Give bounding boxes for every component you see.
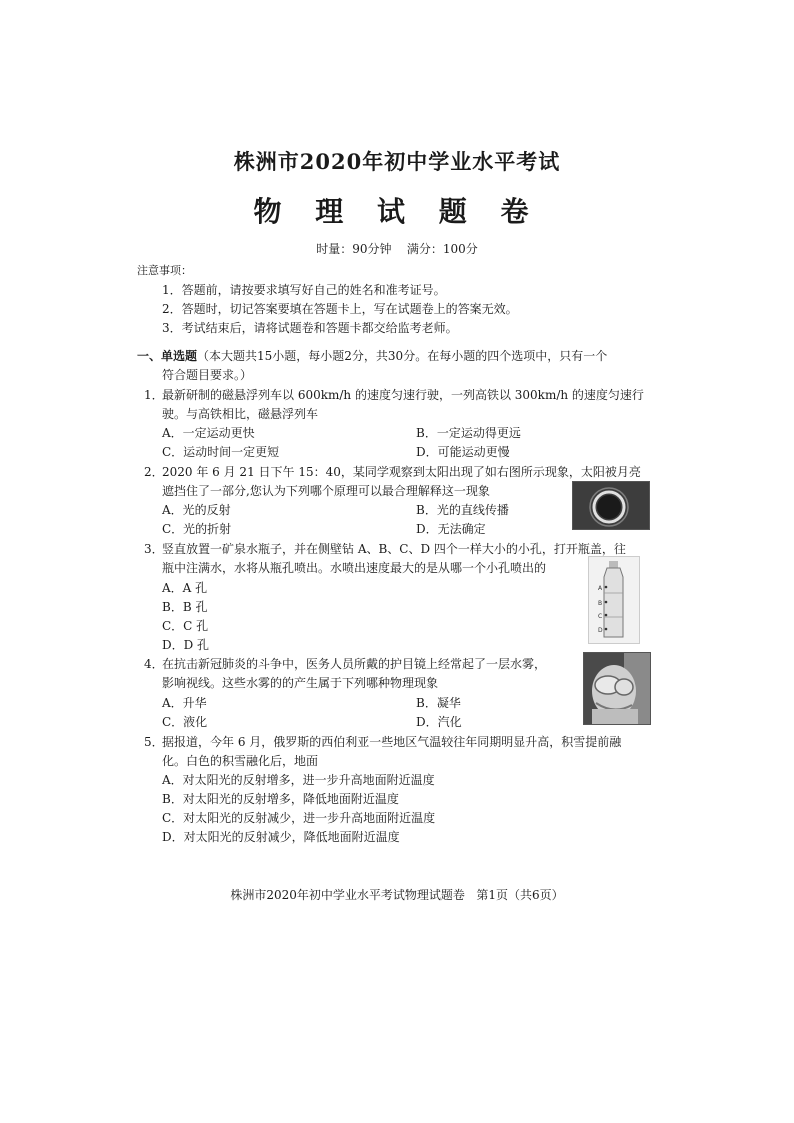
note-item-1: 1．答题前，请按要求填写好自己的姓名和准考证号。 bbox=[162, 283, 446, 297]
question-5-option-c: C．对太阳光的反射减少，进一步升高地面附近温度 bbox=[162, 811, 436, 825]
bottle-label-c: C bbox=[598, 613, 603, 620]
question-2-option-b: B．光的直线传播 bbox=[416, 503, 509, 517]
footer-title: 株洲市2020年初中学业水平考试物理试题卷 bbox=[230, 888, 465, 902]
full-score: 满分：100分 bbox=[406, 242, 478, 256]
footer-page-number: 第1页（共6页） bbox=[476, 888, 564, 902]
question-4-line-1: 在抗击新冠肺炎的斗争中，医务人员所戴的护目镜上经常起了一层水雾， bbox=[162, 657, 547, 671]
bottle-label-b: B bbox=[598, 600, 603, 607]
question-1-option-a: A．一定运动更快 bbox=[162, 426, 255, 440]
question-1-option-d: D．可能运动更慢 bbox=[416, 445, 510, 459]
question-2-option-c: C．光的折射 bbox=[162, 522, 232, 536]
section-desc-line2: 符合题目要求。） bbox=[162, 368, 253, 382]
question-2-line-2: 遮挡住了一部分,您认为下列哪个原理可以最合理解释这一现象 bbox=[162, 484, 490, 498]
bottle-photo bbox=[588, 556, 640, 644]
section-title: 一、单选题 bbox=[137, 349, 198, 363]
section-desc: （本大题共15小题，每小题2分，共30分。在每小题的四个选项中，只有一个 bbox=[197, 349, 608, 363]
bottle-label-a: A bbox=[598, 585, 603, 592]
question-5-line-2: 化。白色的积雪融化后，地面 bbox=[162, 754, 319, 768]
bottle-image bbox=[589, 557, 639, 643]
question-1-number: 1． bbox=[144, 388, 164, 402]
goggles-image bbox=[584, 653, 650, 724]
question-4-option-a: A．升华 bbox=[162, 696, 207, 710]
exam-title: 株洲市2020年初中学业水平考试 bbox=[233, 149, 561, 174]
notes-heading: 注意事项： bbox=[137, 264, 192, 277]
question-4-number: 4． bbox=[144, 657, 164, 671]
eclipse-image bbox=[573, 482, 649, 529]
eclipse-photo bbox=[572, 481, 650, 530]
question-5-line-1: 据报道，今年 6 月，俄罗斯的西伯利亚一些地区气温较往年同期明显升高，积雪提前融 bbox=[162, 735, 622, 749]
time-limit: 时量：90分钟 bbox=[316, 242, 392, 256]
question-4-line-2: 影响视线。这些水雾的的产生属于下列哪种物理现象 bbox=[162, 676, 439, 690]
goggles-photo bbox=[583, 652, 651, 725]
question-3-option-a: A．A 孔 bbox=[162, 581, 208, 595]
question-1-line-1: 最新研制的磁悬浮列车以 600km/h 的速度匀速行驶，一列高铁以 300km/h 的速度匀速行 bbox=[162, 388, 644, 402]
question-5-option-b: B．对太阳光的反射增多，降低地面附近温度 bbox=[162, 792, 399, 806]
question-5-number: 5． bbox=[144, 735, 164, 749]
note-item-3: 3．考试结束后，请将试题卷和答题卡都交给监考老师。 bbox=[162, 321, 458, 335]
bottle-label-d: D bbox=[598, 627, 603, 634]
question-1-line-2: 驶。与高铁相比，磁悬浮列车 bbox=[162, 407, 319, 421]
note-item-2: 2．答题时，切记答案要填在答题卡上，写在试题卷上的答案无效。 bbox=[162, 302, 518, 316]
question-3-number: 3． bbox=[144, 542, 164, 556]
question-1-option-b: B．一定运动得更远 bbox=[416, 426, 521, 440]
exam-meta bbox=[0, 240, 794, 257]
question-2-option-d: D．无法确定 bbox=[416, 522, 486, 536]
question-2-option-a: A．光的反射 bbox=[162, 503, 231, 517]
page-footer bbox=[0, 886, 794, 903]
section-heading-line bbox=[137, 347, 607, 364]
question-3-option-b: B．B 孔 bbox=[162, 600, 208, 614]
question-1-option-c: C．运动时间一定更短 bbox=[162, 445, 280, 459]
question-5-option-a: A．对太阳光的反射增多，进一步升高地面附近温度 bbox=[162, 773, 435, 787]
question-3-option-c: C．C 孔 bbox=[162, 619, 209, 633]
question-4-option-c: C．液化 bbox=[162, 715, 208, 729]
question-4-option-b: B．凝华 bbox=[416, 696, 461, 710]
question-3-option-d: D．D 孔 bbox=[162, 638, 210, 652]
question-4-option-d: D．汽化 bbox=[416, 715, 462, 729]
question-3-line-2: 瓶中注满水，水将从瓶孔喷出。水喷出速度最大的是从哪一个小孔喷出的 bbox=[162, 561, 547, 575]
question-5-option-d: D．对太阳光的反射减少，降低地面附近温度 bbox=[162, 830, 400, 844]
question-2-line-1: 2020 年 6 月 21 日下午 15：40，某同学观察到太阳出现了如右图所示现象，太阳被月亮 bbox=[162, 465, 641, 479]
question-3-line-1: 竖直放置一矿泉水瓶子，并在侧壁钻 A、B、C、D 四个一样大小的小孔，打开瓶盖，往 bbox=[162, 542, 626, 556]
exam-subtitle: 物 理 试 题 卷 bbox=[253, 195, 541, 228]
question-2-number: 2． bbox=[144, 465, 164, 479]
